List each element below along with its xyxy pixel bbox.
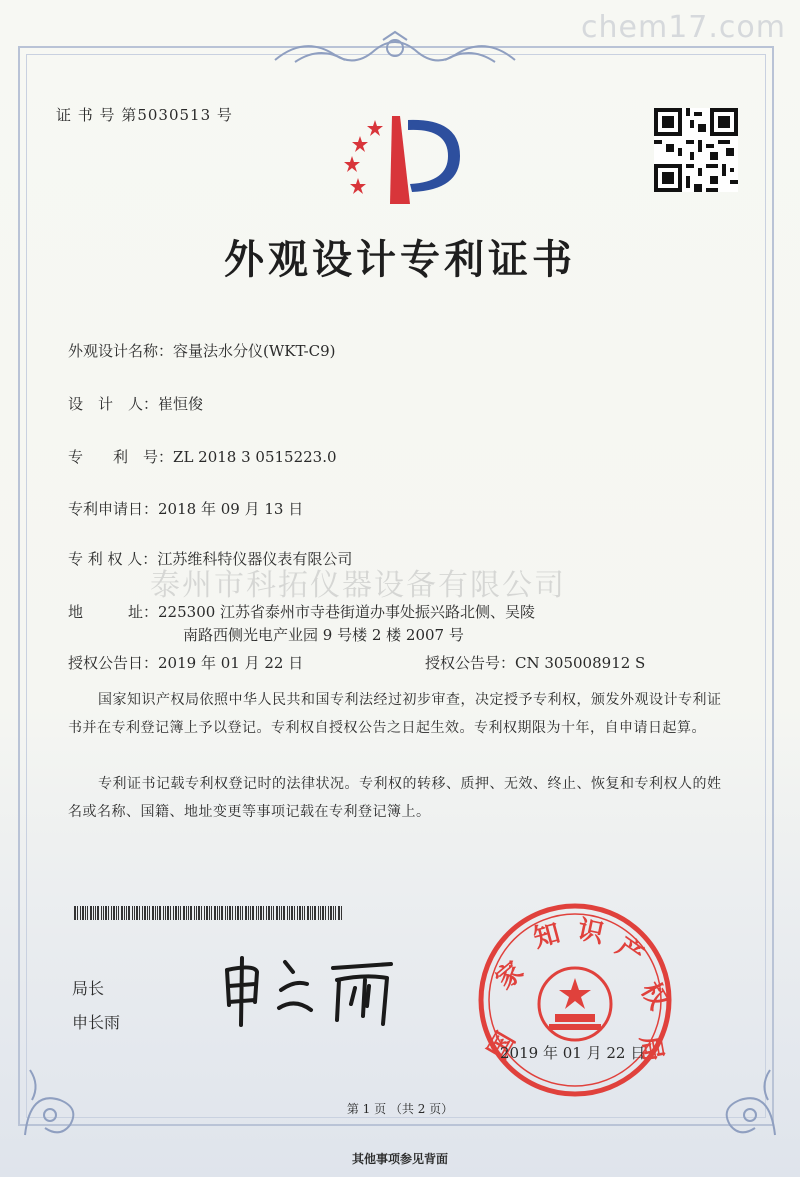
- director-signature: [215, 950, 405, 1030]
- svg-text:国: 国: [482, 1027, 522, 1065]
- patentee-label: 专 利 权 人：: [68, 550, 158, 568]
- address-line-2: 南路西侧光电产业园 9 号楼 2 楼 2007 号: [183, 626, 464, 644]
- grant-number-label: 授权公告号：: [425, 654, 516, 672]
- company-watermark: 泰州市科拓仪器设备有限公司: [150, 568, 566, 603]
- svg-text:识: 识: [574, 914, 607, 950]
- patent-number-value: ZL 2018 3 0515223.0: [173, 448, 337, 466]
- filing-date-value: 2018 年 09 月 13 日: [158, 500, 304, 518]
- grant-date-label: 授权公告日：: [68, 654, 159, 672]
- grant-date-value: 2019 年 01 月 22 日: [158, 654, 304, 672]
- certificate-number-label: 证 书 号 第: [56, 106, 138, 124]
- grant-number-value: CN 305008912 S: [515, 654, 646, 672]
- qr-code-icon: [654, 108, 738, 192]
- patent-number-label: 专 利 号：: [68, 448, 174, 466]
- field-filing-date: [68, 498, 303, 519]
- seal-date: 2019 年 01 月 22 日: [500, 1044, 646, 1062]
- svg-text:知: 知: [530, 918, 564, 955]
- barcode-icon: [74, 906, 344, 920]
- corner-ornament-left-icon: [20, 1050, 100, 1140]
- address-label: 地 址：: [68, 603, 159, 621]
- top-ornament-icon: [265, 30, 525, 70]
- body-paragraph-2: 专利证书记载专利权登记时的法律状况。专利权的转移、质押、无效、终止、恢复和专利权人的姓名或名称、国籍、地址变更等事项记载在专利登记簿上。: [68, 776, 722, 820]
- svg-text:局: 局: [633, 1033, 668, 1065]
- director-name: 申长雨: [72, 1013, 121, 1032]
- certificate-number-value: 5030513: [137, 106, 212, 124]
- svg-text:家: 家: [490, 956, 530, 996]
- field-grant-number: [425, 652, 645, 673]
- design-name-label: 外观设计名称：: [68, 342, 174, 360]
- patentee-value: 江苏维科特仪器仪表有限公司: [157, 550, 353, 568]
- designer-label: 设 计 人：: [68, 395, 159, 413]
- svg-text:权: 权: [634, 977, 674, 1015]
- field-design-name: [68, 340, 336, 361]
- address-line-1: 225300 江苏省泰州市寺巷街道办事处振兴路北侧、吴陵: [158, 603, 536, 621]
- official-seal: [475, 900, 675, 1100]
- field-address-line-2: [183, 624, 464, 645]
- certificate-number: [56, 104, 233, 125]
- design-name-value: 容量法水分仪(WKT-C9): [173, 342, 336, 360]
- director-title: 局长: [72, 979, 105, 998]
- corner-ornament-right-icon: [700, 1050, 780, 1140]
- certificate-number-suffix: 号: [216, 106, 233, 124]
- certificate-title: 外观设计专利证书: [224, 237, 576, 283]
- designer-value: 崔恒俊: [158, 395, 204, 413]
- footer-note: 其他事项参见背面: [351, 1152, 448, 1166]
- page-number: 第 1 页 （共 2 页）: [346, 1102, 454, 1116]
- field-address: [68, 601, 535, 622]
- field-patent-number: [68, 446, 337, 467]
- field-grant-date: [68, 652, 303, 673]
- field-designer: [68, 393, 203, 414]
- filing-date-label: 专利申请日：: [68, 500, 159, 518]
- svg-text:产: 产: [610, 931, 649, 972]
- site-watermark: chem17.com: [581, 10, 786, 45]
- body-paragraph-1: 国家知识产权局依照中华人民共和国专利法经过初步审查，决定授予专利权，颁发外观设计专利证书并在专利登记簿上予以登记。专利权自授权公告之日起生效。专利权期限为十年，自申请日起算。: [68, 692, 722, 736]
- cnipa-logo-icon: [330, 108, 470, 208]
